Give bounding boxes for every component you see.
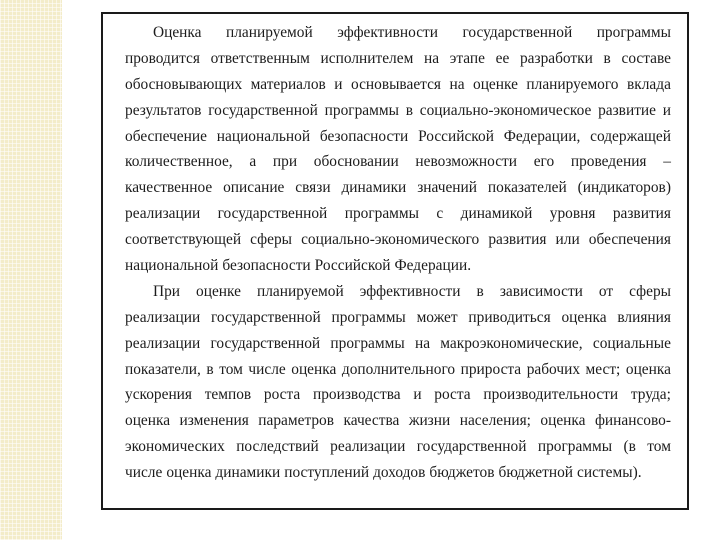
text-line: количественное, а при обосновании невозможности его проведения – (125, 153, 671, 171)
text-line: результатов государственной программы в социально-экономическое развитие и (125, 101, 671, 119)
decorative-side-strip (0, 0, 62, 540)
text-line: числе оценка динамики поступлений доходов бюджетов бюджетной системы). (125, 464, 642, 482)
text-line: ускорения темпов роста производства и роста производительности труда; (125, 386, 671, 404)
text-line: обеспечение национальной безопасности Российской Федерации, содержащей (125, 127, 671, 145)
text-line: проводится ответственным исполнителем на этапе ее разработки в составе (125, 49, 671, 67)
text-line: оценка изменения параметров качества жизни населения; оценка финансово- (125, 412, 671, 430)
text-line: реализации государственной программы на макроэкономические, социальные (125, 334, 671, 352)
text-line: Оценка планируемой эффективности государственной программы (153, 24, 671, 41)
text-line: качественное описание связи динамики значений показателей (индикаторов) (125, 179, 671, 197)
text-line: реализации государственной программы с динамикой уровня развития (125, 205, 671, 223)
text-line: показатели, в том числе оценка дополнительного прироста рабочих мест; оценка (125, 360, 671, 378)
text-line: национальной безопасности Российской Федерации. (125, 257, 472, 275)
paragraph-1 (125, 20, 671, 279)
text-line: экономических последствий реализации государственной программы (в том (125, 438, 671, 456)
scanned-document-frame (101, 12, 689, 510)
paragraph-2 (125, 279, 671, 486)
text-line: соответствующей сферы социально-экономического развития или обеспечения (125, 231, 671, 249)
document-text (125, 20, 671, 486)
text-line: При оценке планируемой эффективности в зависимости от сферы (153, 282, 671, 300)
text-line: обосновывающих материалов и основывается на оценке планируемого вклада (125, 75, 671, 93)
text-line: реализации государственной программы может приводиться оценка влияния (125, 308, 671, 326)
